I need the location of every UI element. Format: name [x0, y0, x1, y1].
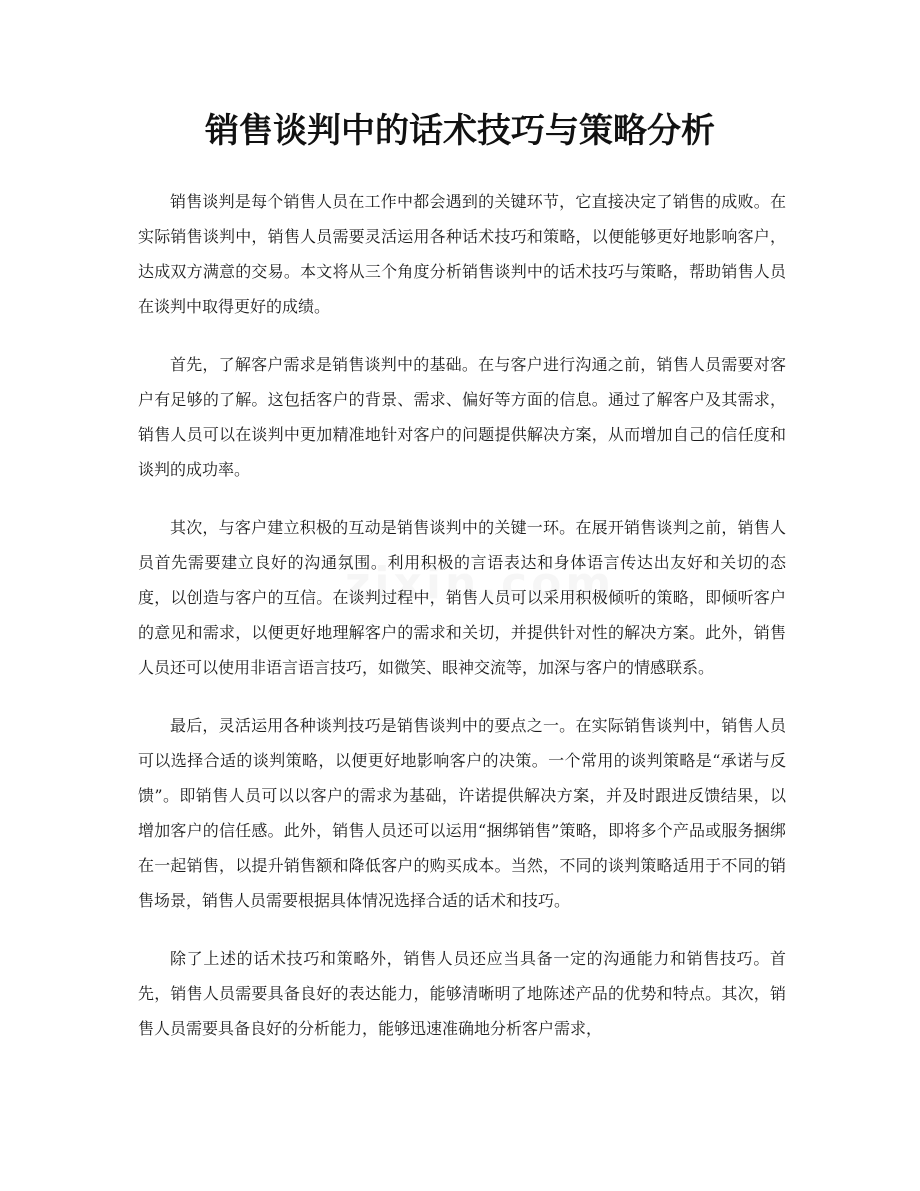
paragraph-intro: 销售谈判是每个销售人员在工作中都会遇到的关键环节，它直接决定了销售的成败。在实际销售谈判中，销售人员需要灵活运用各种话术技巧和策略，以便能够更好地影响客户，达成双方满意的交易。本文将从三个角度分析销售谈判中的话术技巧与策略，帮助销售人员在谈判中取得更好的成绩。	[138, 192, 786, 316]
paragraph-communication-skills: 除了上述的话术技巧和策略外，销售人员还应当具备一定的沟通能力和销售技巧。首先，销售人员需要具备良好的表达能力，能够清晰明了地陈述产品的优势和特点。其次，销售人员需要具备良好的分析能力，能够迅速准确地分析客户需求，	[138, 949, 786, 1038]
document-title: 销售谈判中的话术技巧与策略分析	[205, 111, 715, 151]
paragraph-positive-interaction: 其次，与客户建立积极的互动是销售谈判中的关键一环。在展开销售谈判之前，销售人员首先需要建立良好的沟通氛围。利用积极的言语表达和身体语言传达出友好和关切的态度，以创造与客户的互信。在谈判过程中，销售人员可以采用积极倾听的策略，即倾听客户的意见和需求，以便更好地理解客户的需求和关切，并提供针对性的解决方案。此外，销售人员还可以使用非语言语言技巧，如微笑、眼神交流等，加深与客户的情感联系。	[138, 518, 786, 677]
document-body	[138, 184, 786, 1069]
paragraph-negotiation-techniques: 最后，灵活运用各种谈判技巧是销售谈判中的要点之一。在实际销售谈判中，销售人员可以选择合适的谈判策略，以便更好地影响客户的决策。一个常用的谈判策略是“承诺与反馈”。即销售人员可以以客户的需求为基础，许诺提供解决方案，并及时跟进反馈结果，以增加客户的信任感。此外，销售人员还可以运用“捆绑销售”策略，即将多个产品或服务捆绑在一起销售，以提升销售额和降低客户的购买成本。当然，不同的谈判策略适用于不同的销售场景，销售人员需要根据具体情况选择合适的话术和技巧。	[138, 716, 786, 910]
paragraph-customer-needs: 首先，了解客户需求是销售谈判中的基础。在与客户进行沟通之前，销售人员需要对客户有足够的了解。这包括客户的背景、需求、偏好等方面的信息。通过了解客户及其需求，销售人员可以在谈判中更加精准地针对客户的问题提供解决方案，从而增加自己的信任度和谈判的成功率。	[138, 355, 786, 479]
